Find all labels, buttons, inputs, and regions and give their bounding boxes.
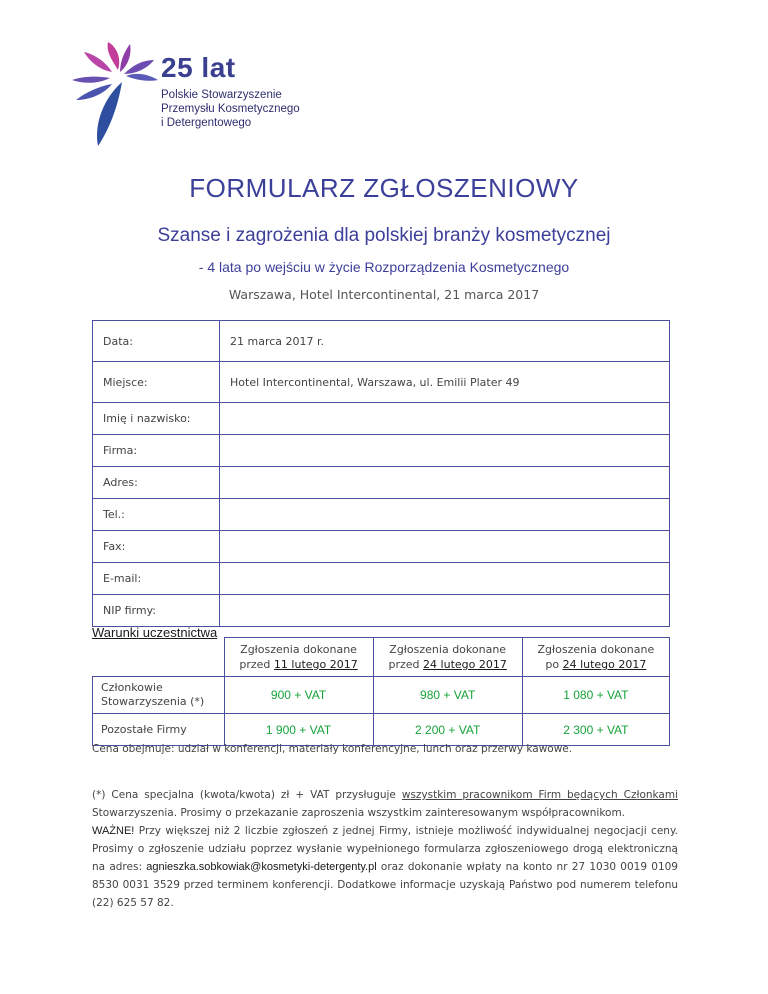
price-table-corner bbox=[93, 638, 225, 677]
logo-line-1: Polskie Stowarzyszenie bbox=[161, 89, 282, 101]
important-note: WAŻNE! Przy większej niż 2 liczbie zgłoszeń z jednej Firmy, istnieje możliwość indywidualnej negocjacji ceny. Prosimy o zgłoszenie udziału poprzez wysłanie wypełnionego formularza zgłoszeniowego drogą elektroniczną na adres: agnieszka.sobkowiak@kosmetyki-detergenty.pl oraz dokonanie wpłaty na konto nr 27 1030 0019 0109 8530 0031 3529 przed terminem konferencji. Dodatkowe informacje uzyskają Państwo pod numerem telefonu (22) 625 57 82. bbox=[92, 825, 678, 909]
others-price-1: 1 900 + VAT bbox=[224, 714, 373, 746]
phone-label: Tel.: bbox=[93, 499, 220, 531]
price-col-3-header: Zgłoszenia dokonane po 24 lutego 2017 bbox=[522, 638, 669, 677]
name-field[interactable] bbox=[220, 403, 670, 435]
members-price-3: 1 080 + VAT bbox=[522, 677, 669, 714]
page-subtitle-2: - 4 lata po wejściu w życie Rozporządzenia Kosmetycznego bbox=[198, 259, 570, 275]
members-price-1: 900 + VAT bbox=[224, 677, 373, 714]
logo-anniversary: 25 lat bbox=[161, 52, 236, 83]
conditions-title: Warunki uczestnictwa bbox=[92, 625, 218, 640]
date-label: Data: bbox=[93, 321, 220, 362]
company-label: Firma: bbox=[93, 435, 220, 467]
special-price-underlined: wszystkim pracownikom Firm będących Członkami bbox=[401, 789, 679, 801]
nip-label: NIP firmy: bbox=[93, 595, 220, 627]
price-col-2-header: Zgłoszenia dokonane przed 24 lutego 2017 bbox=[373, 638, 522, 677]
date-value: 21 marca 2017 r. bbox=[220, 321, 670, 362]
price-col-2-date: 24 lutego 2017 bbox=[423, 658, 507, 671]
company-field[interactable] bbox=[220, 435, 670, 467]
members-price-2: 980 + VAT bbox=[373, 677, 522, 714]
logo-line-3: i Detergentowego bbox=[161, 117, 252, 129]
important-label: WAŻNE! bbox=[92, 825, 135, 837]
fax-field[interactable] bbox=[220, 531, 670, 563]
address-field[interactable] bbox=[220, 467, 670, 499]
contact-email-link[interactable]: agnieszka.sobkowiak@kosmetyki-detergenty.pl bbox=[146, 861, 377, 873]
others-price-3: 2 300 + VAT bbox=[522, 714, 669, 746]
email-field[interactable] bbox=[220, 563, 670, 595]
logo-line-2: Przemysłu Kosmetycznego bbox=[161, 103, 300, 115]
nip-field[interactable] bbox=[220, 595, 670, 627]
fax-label: Fax: bbox=[93, 531, 220, 563]
page-subtitle: Szanse i zagrożenia dla polskiej branży kosmetycznej bbox=[157, 225, 611, 246]
address-label: Adres: bbox=[93, 467, 220, 499]
price-col-3-date: 24 lutego 2017 bbox=[562, 658, 647, 671]
members-row-label: Członkowie Stowarzyszenia (*) bbox=[93, 677, 225, 714]
others-price-2: 2 200 + VAT bbox=[373, 714, 522, 746]
price-col-1-header: Zgłoszenia dokonane przed 11 lutego 2017 bbox=[224, 638, 373, 677]
email-label: E-mail: bbox=[93, 563, 220, 595]
registration-form bbox=[92, 320, 670, 627]
name-label: Imię i nazwisko: bbox=[93, 403, 220, 435]
others-row-label: Pozostałe Firmy bbox=[93, 714, 225, 746]
phone-field[interactable] bbox=[220, 499, 670, 531]
petal-logo-icon bbox=[72, 40, 160, 150]
logo bbox=[72, 40, 302, 150]
price-includes-note: Cena obejmuje: udział w konferencji, materiały konferencyjne, lunch oraz przerwy kawowe. bbox=[92, 743, 573, 755]
special-price-note: (*) Cena specjalna (kwota/kwota) zł + VAT przysługuje wszystkim pracownikom Firm będących Członkami Stowarzyszenia. Prosimy o przekazanie zaproszenia wszystkim zainteresowanym współpracownikom. bbox=[92, 789, 679, 819]
venue-label: Miejsce: bbox=[93, 362, 220, 403]
venue-value: Hotel Intercontinental, Warszawa, ul. Emilii Plater 49 bbox=[220, 362, 670, 403]
price-table bbox=[92, 637, 670, 746]
price-col-1-date: 11 lutego 2017 bbox=[273, 658, 358, 671]
page-title: FORMULARZ ZGŁOSZENIOWY bbox=[189, 173, 579, 203]
event-place: Warszawa, Hotel Intercontinental, 21 marca 2017 bbox=[228, 287, 540, 302]
